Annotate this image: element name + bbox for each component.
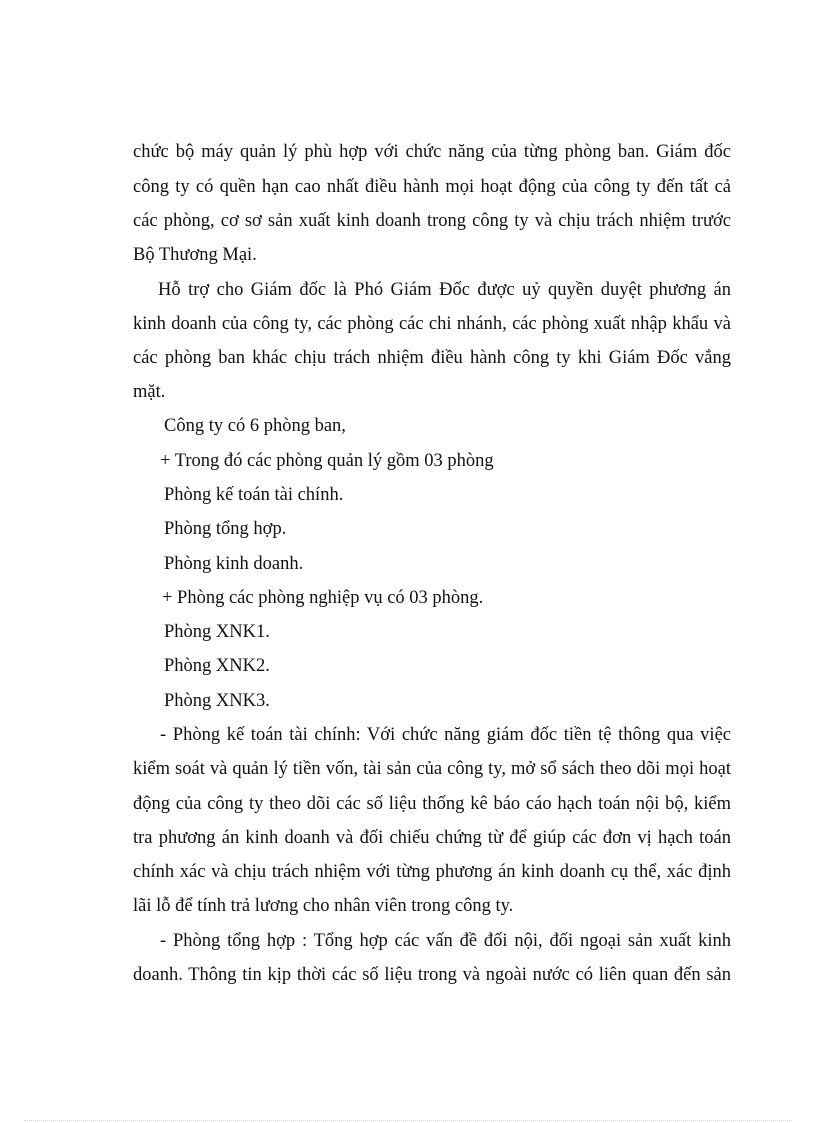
text-line: chính xác và chịu trách nhiệm với từng phương án kinh doanh cụ thể, xác định: [133, 862, 731, 882]
text-line: kiểm soát và quản lý tiền vốn, tài sản của công ty, mở sổ sách theo dõi mọi hoạt: [133, 759, 731, 779]
text-line: Hỗ trợ cho Giám đốc là Phó Giám Đốc được uỷ quyền duyệt phương án: [158, 280, 731, 300]
text-line: công ty có quền hạn cao nhất điều hành mọi hoạt động của công ty đến tất cả: [133, 177, 731, 197]
text-line: Phòng XNK3.: [164, 691, 270, 711]
text-line: động của công ty theo dõi các số liệu thống kê báo cáo hạch toán nội bộ, kiểm: [133, 794, 731, 814]
text-line: - Phòng tổng hợp : Tổng hợp các vấn đề đối nội, đối ngoại sản xuất kinh: [160, 931, 731, 951]
text-line: Phòng XNK1.: [164, 622, 270, 642]
text-line: Phòng kinh doanh.: [164, 554, 304, 574]
text-line: Phòng XNK2.: [164, 656, 270, 676]
text-line: Phòng tổng hợp.: [164, 519, 287, 539]
text-line: + Trong đó các phòng quản lý gồm 03 phòng: [160, 451, 494, 471]
text-line: Phòng kế toán tài chính.: [164, 485, 344, 505]
text-line: Công ty có 6 phòng ban,: [164, 416, 346, 436]
text-line: mặt.: [133, 382, 166, 402]
text-line: doanh. Thông tin kịp thời các số liệu trong và ngoài nước có liên quan đến sản: [133, 965, 731, 985]
text-line: tra phương án kinh doanh và đối chiếu chứng từ để giúp các đơn vị hạch toán: [133, 828, 731, 848]
text-line: các phòng, cơ sơ sản xuất kinh doanh trong công ty và chịu trách nhiệm trước: [133, 211, 731, 231]
text-line: + Phòng các phòng nghiệp vụ có 03 phòng.: [162, 588, 484, 608]
text-line: chức bộ máy quản lý phù hợp với chức năng của từng phòng ban. Giám đốc: [133, 142, 731, 162]
text-line: Bộ Thương Mại.: [133, 245, 257, 265]
page-bottom-rule: [24, 1120, 792, 1121]
text-line: - Phòng kế toán tài chính: Với chức năng giám đốc tiền tệ thông qua việc: [160, 725, 731, 745]
text-line: các phòng ban khác chịu trách nhiệm điều hành công ty khi Giám Đốc vắng: [133, 348, 731, 368]
text-line: lãi lỗ để tính trả lương cho nhân viên trong công ty.: [133, 896, 514, 916]
text-line: kinh doanh của công ty, các phòng các chi nhánh, các phòng xuất nhập khẩu và: [133, 314, 731, 334]
